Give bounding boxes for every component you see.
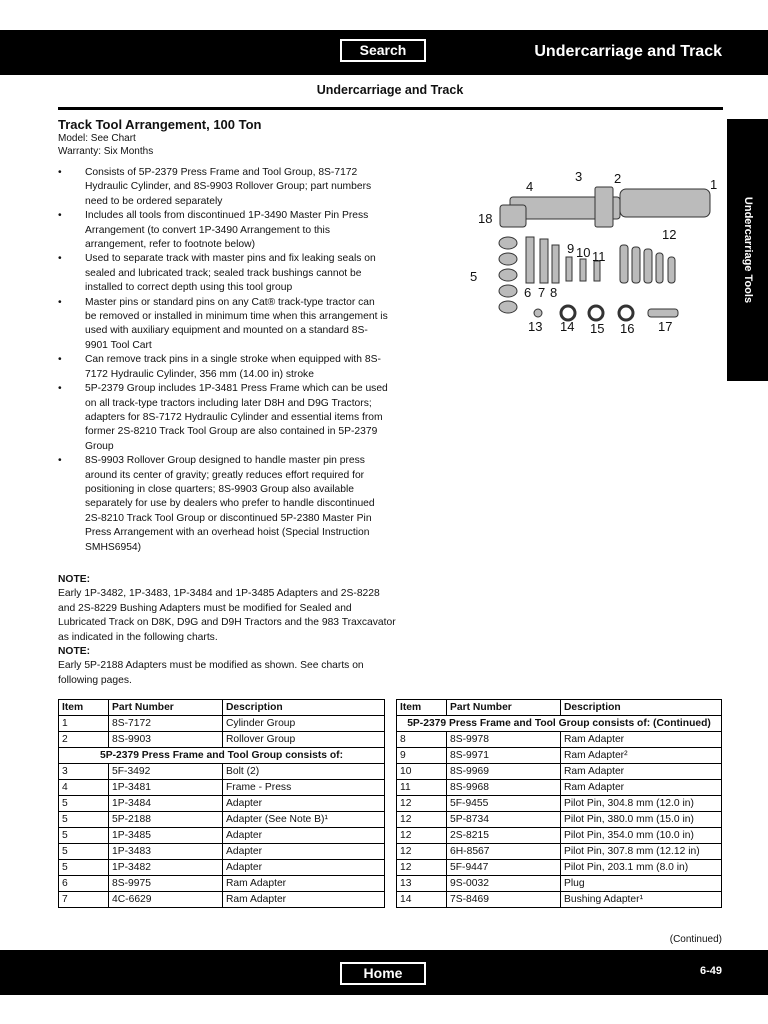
part-number-cell: 8S-9969 (447, 764, 561, 780)
item-cell: 5 (59, 860, 109, 876)
description-cell: Bushing Adapter¹ (561, 892, 722, 908)
table-row (59, 844, 385, 860)
part-number-cell: 1P-3483 (109, 844, 223, 860)
figure-label: 11 (592, 249, 606, 264)
part-number-cell: 7S-8469 (447, 892, 561, 908)
table-row (397, 764, 722, 780)
item-cell: 3 (59, 764, 109, 780)
pilot-pin-shape (632, 247, 640, 283)
continued-note: (Continued) (669, 934, 722, 945)
adapter-shape (499, 237, 517, 249)
part-number-cell: 1P-3482 (109, 860, 223, 876)
part-number-cell: 6H-8567 (447, 844, 561, 860)
pin-shape (648, 309, 678, 317)
part-number-cell: 5F-9447 (447, 860, 561, 876)
pilot-pin-shape (656, 253, 663, 283)
ram-adapter-shape (526, 237, 534, 283)
description-cell: Pilot Pin, 354.0 mm (10.0 in) (561, 828, 722, 844)
section-title: Undercarriage and Track (534, 43, 722, 60)
part-number-cell: 4C-6629 (109, 892, 223, 908)
table-row (397, 876, 722, 892)
feature-item: • Master pins or standard pins on any Cat® track-type tractor can be removed or installed in minimum time when this arrangement is used with auxiliary equipment and mounted on a standard 8S-9901 Tool Cart (58, 296, 388, 354)
description-cell: Ram Adapter (561, 732, 722, 748)
note-heading: NOTE: (58, 574, 91, 585)
item-cell: 1 (59, 716, 109, 732)
notes-block (58, 573, 398, 688)
note-text: Early 1P-3482, 1P-3483, 1P-3484 and 1P-3485 Adapters and 2S-8228 and 2S-8229 Bushing Adapters must be modified for Sealed and Lubricated Track on D8K, D9G and D9H Tractors and the 983 Traxcavator as indicated in the following charts. (58, 588, 396, 643)
table-row (59, 732, 385, 748)
item-cell: 2 (59, 732, 109, 748)
table-row (397, 844, 722, 860)
table-row (59, 828, 385, 844)
feature-item: • Can remove track pins in a single stroke when equipped with 8S-7172 Hydraulic Cylinder, 356 mm (14.00 in) stroke (58, 353, 388, 382)
part-number-cell: 9S-0032 (447, 876, 561, 892)
table-row (397, 748, 722, 764)
table-row (397, 892, 722, 908)
pilot-pin-shape (644, 249, 652, 283)
description-cell: Adapter (223, 828, 385, 844)
figure-label: 1 (710, 177, 718, 192)
feature-item: • 8S-9903 Rollover Group designed to handle master pin press around its center of gravity; greatly reduces effort required for positioning in close quarters; 8S-9903 Group also available separately for use by dealers who prefer to handle discontinued 2S-8210 Track Tool Group or discontinued 5P-2380 Master Pin Press Arrangement with an overhead hoist (Special Instruction SMHS6954) (58, 454, 388, 555)
home-button[interactable]: Home (340, 962, 426, 985)
item-cell: 5 (59, 828, 109, 844)
figure-label: 12 (662, 227, 677, 242)
item-cell: 5 (59, 844, 109, 860)
description-cell: Ram Adapter (561, 764, 722, 780)
table-row (397, 732, 722, 748)
figure-label: 17 (658, 319, 673, 334)
group-heading-cell: 5P-2379 Press Frame and Tool Group consists of: (Continued) (397, 716, 722, 732)
page-number: 6-49 (699, 965, 722, 977)
column-header-description: Description (561, 700, 722, 716)
figure-label: 10 (576, 245, 591, 260)
part-number-cell: 8S-9968 (447, 780, 561, 796)
description-cell: Plug (561, 876, 722, 892)
part-number-cell: 5F-3492 (109, 764, 223, 780)
item-cell: 6 (59, 876, 109, 892)
table-group-row (397, 716, 722, 732)
description-cell: Adapter (223, 844, 385, 860)
note-heading: NOTE: (58, 646, 91, 658)
feature-item: • Consists of 5P-2379 Press Frame and Tool Group, 8S-7172 Hydraulic Cylinder, and 8S-9903 Rollover Group; part numbers need to be ordered separately (58, 166, 388, 209)
ram-adapter-shape (540, 239, 548, 283)
description-cell: Pilot Pin, 307.8 mm (12.12 in) (561, 844, 722, 860)
part-number-cell: 5P-8734 (447, 812, 561, 828)
figure-label: 18 (478, 211, 493, 226)
description-cell: Pilot Pin, 380.0 mm (15.0 in) (561, 812, 722, 828)
page-subheading: Undercarriage and Track (316, 83, 464, 97)
description-cell: Bolt (2) (223, 764, 385, 780)
parts-table-right (396, 699, 722, 908)
item-cell: 14 (397, 892, 447, 908)
side-tab-label: Undercarriage Tools (741, 196, 754, 304)
adapter-shape (499, 269, 517, 281)
part-number-cell: 8S-7172 (109, 716, 223, 732)
description-cell: Adapter (223, 796, 385, 812)
figure-label: 8 (550, 285, 558, 300)
ram-adapter-shape (594, 261, 600, 281)
figure-label: 9 (567, 241, 575, 256)
side-tab[interactable] (727, 119, 768, 381)
ram-adapter-shape (580, 259, 586, 281)
figure-label: 5 (470, 269, 478, 284)
column-header-item: Item (59, 700, 109, 716)
figure-label: 16 (620, 321, 635, 336)
table-row (59, 780, 385, 796)
figure-label: 14 (560, 319, 575, 334)
table-row (59, 876, 385, 892)
note-text: Early 5P-2188 Adapters must be modified as shown. See charts on following pages. (58, 660, 364, 686)
figure-label: 6 (524, 285, 532, 300)
table-row (59, 764, 385, 780)
hydraulic-cylinder-shape (620, 189, 710, 217)
table-row (59, 716, 385, 732)
column-header-description: Description (223, 700, 385, 716)
part-number-cell: 1P-3485 (109, 828, 223, 844)
parts-table-left (58, 699, 385, 908)
column-header-part-number: Part Number (447, 700, 561, 716)
tool-arrangement-illustration (470, 165, 725, 345)
figure-label: 2 (614, 171, 622, 186)
figure-label: 4 (526, 179, 534, 194)
description-cell: Adapter (223, 860, 385, 876)
bushing-adapter-shape (589, 306, 603, 320)
search-button[interactable]: Search (340, 39, 426, 62)
item-cell: 8 (397, 732, 447, 748)
item-cell: 12 (397, 796, 447, 812)
description-cell: Frame - Press (223, 780, 385, 796)
figure-label: 3 (575, 169, 583, 184)
description-cell: Adapter (See Note B)¹ (223, 812, 385, 828)
part-number-cell: 1P-3481 (109, 780, 223, 796)
adapter-shape (499, 285, 517, 297)
part-number-cell: 8S-9903 (109, 732, 223, 748)
description-cell: Ram Adapter² (561, 748, 722, 764)
item-cell: 12 (397, 844, 447, 860)
adapter-shape (499, 301, 517, 313)
item-cell: 12 (397, 860, 447, 876)
description-cell: Rollover Group (223, 732, 385, 748)
table-header-row (397, 700, 722, 716)
table-row (59, 796, 385, 812)
frame-plate-shape (595, 187, 613, 227)
table-row (59, 812, 385, 828)
part-number-cell: 8S-9971 (447, 748, 561, 764)
figure-label: 15 (590, 321, 605, 336)
feature-item: • 5P-2379 Group includes 1P-3481 Press Frame which can be used on all track-type tractors including later D8H and D9G Tractors; adapters for 8S-7172 Hydraulic Cylinder and essential items from former 2S-8210 Track Tool Group are also contained in 5P-2379 Group (58, 382, 388, 454)
model-text: Model: See Chart (58, 133, 136, 144)
description-cell: Ram Adapter (561, 780, 722, 796)
pilot-pin-shape (620, 245, 628, 283)
table-header-row (59, 700, 385, 716)
part-number-cell: 2S-8215 (447, 828, 561, 844)
top-header-bar (0, 30, 768, 75)
table-row (397, 812, 722, 828)
item-cell: 12 (397, 812, 447, 828)
column-header-part-number: Part Number (109, 700, 223, 716)
feature-item: • Used to separate track with master pins and fix leaking seals on sealed and lubricated track; sealed track bushings cannot be installed to correct depth using this tool group (58, 252, 388, 295)
table-row (59, 892, 385, 908)
description-cell: Ram Adapter (223, 876, 385, 892)
item-cell: 10 (397, 764, 447, 780)
table-row (397, 860, 722, 876)
product-title: Track Tool Arrangement, 100 Ton (58, 117, 262, 132)
table-row (397, 828, 722, 844)
item-cell: 9 (397, 748, 447, 764)
column-header-item: Item (397, 700, 447, 716)
figure-label: 13 (528, 319, 543, 334)
plug-shape (534, 309, 542, 317)
item-cell: 13 (397, 876, 447, 892)
bushing-adapter-shape (561, 306, 575, 320)
table-row (59, 860, 385, 876)
footer-bar (0, 950, 768, 995)
description-cell: Cylinder Group (223, 716, 385, 732)
pilot-pin-shape (668, 257, 675, 283)
feature-item: • Includes all tools from discontinued 1P-3490 Master Pin Press Arrangement (to convert 1P-3490 Arrangement to this arrangement, refer to footnote below) (58, 209, 388, 252)
feature-list (58, 166, 388, 555)
description-cell: Pilot Pin, 304.8 mm (12.0 in) (561, 796, 722, 812)
warranty-text: Warranty: Six Months (58, 146, 154, 157)
table-row (397, 796, 722, 812)
part-number-cell: 1P-3484 (109, 796, 223, 812)
bushing-adapter-shape (619, 306, 633, 320)
item-cell: 4 (59, 780, 109, 796)
ram-adapter-shape (566, 257, 572, 281)
description-cell: Ram Adapter (223, 892, 385, 908)
part-number-cell: 5F-9455 (447, 796, 561, 812)
heading-rule (58, 107, 723, 110)
item-cell: 12 (397, 828, 447, 844)
group-heading-cell: 5P-2379 Press Frame and Tool Group consists of: (59, 748, 385, 764)
item-cell: 5 (59, 812, 109, 828)
part-number-cell: 8S-9975 (109, 876, 223, 892)
ram-adapter-shape (552, 245, 559, 283)
adapter-shape (499, 253, 517, 265)
table-row (397, 780, 722, 796)
item-cell: 11 (397, 780, 447, 796)
table-group-row (59, 748, 385, 764)
rollover-bracket-shape (500, 205, 526, 227)
part-number-cell: 5P-2188 (109, 812, 223, 828)
figure-label: 7 (538, 285, 546, 300)
description-cell: Pilot Pin, 203.1 mm (8.0 in) (561, 860, 722, 876)
item-cell: 7 (59, 892, 109, 908)
part-number-cell: 8S-9978 (447, 732, 561, 748)
item-cell: 5 (59, 796, 109, 812)
